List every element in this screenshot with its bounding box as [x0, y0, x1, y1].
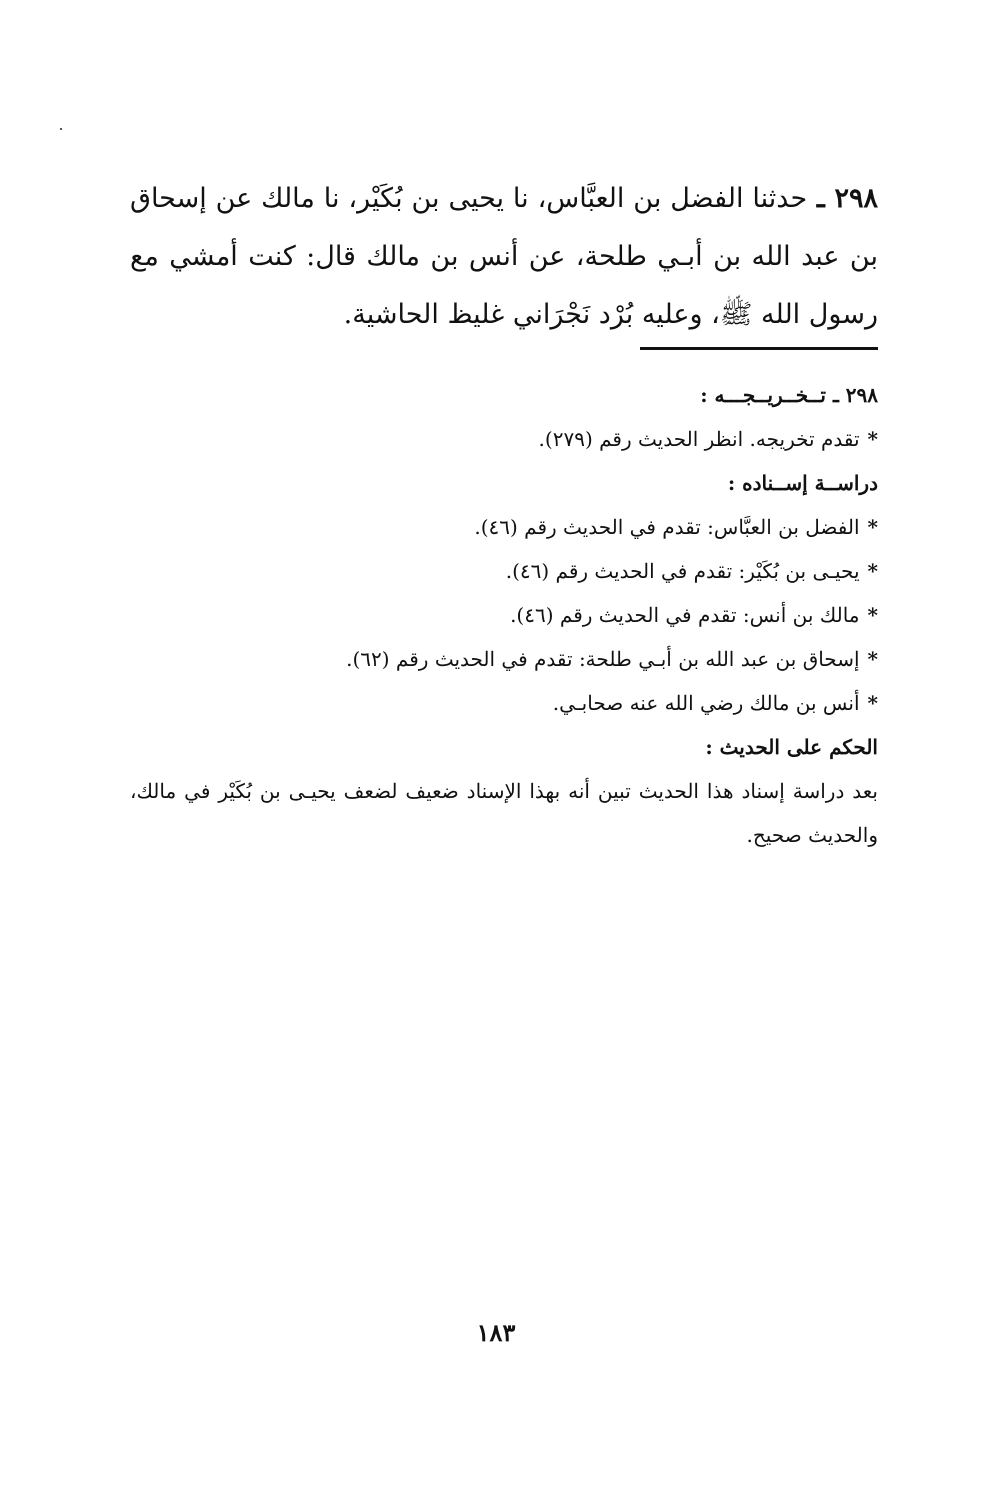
- ruling-text: بعد دراسة إسناد هذا الحديث تبين أنه بهذا الإسناد ضعيف لضعف يحيـى بن بُكَيْر في مالك، والحديث صحيح.: [130, 779, 878, 847]
- hadith-number: ٢٩٨ ـ: [816, 183, 878, 214]
- hadith-text-block: [130, 170, 878, 344]
- takhrij-heading: ٢٩٨ ـ تــخــريــجـــه :: [700, 383, 878, 407]
- isnad-item: [130, 681, 878, 725]
- footnotes-block: [130, 373, 878, 857]
- bullet-icon: *: [867, 515, 878, 539]
- takhrij-item-text: تقدم تخريجه. انظر الحديث رقم (٢٧٩).: [538, 427, 860, 451]
- scan-speck: [60, 128, 62, 130]
- takhrij-item: [130, 417, 878, 461]
- isnad-item-text: إسحاق بن عبد الله بن أبـي طلحة: تقدم في الحديث رقم (٦٢).: [346, 647, 860, 671]
- isnad-item: [130, 505, 878, 549]
- isnad-item: [130, 593, 878, 637]
- bullet-icon: *: [867, 691, 878, 715]
- bullet-icon: *: [867, 603, 878, 627]
- hadith-body: حدثنا الفضل بن العبَّاس، نا يحيى بن بُكَيْر، نا مالك عن إسحاق بن عبد الله بن أبـي طلحة، عن أنس بن مالك قال: كنت أمشي مع رسول الله ﷺ، وعليه بُرْد نَجْرَاني غليظ الحاشية.: [130, 183, 878, 330]
- page-number: ١٨٣: [476, 1318, 516, 1347]
- bullet-icon: *: [867, 559, 878, 583]
- ruling-heading: الحكم على الحديث :: [705, 735, 878, 759]
- footnote-divider: [640, 347, 878, 350]
- bullet-icon: *: [867, 647, 878, 671]
- isnad-item-text: الفضل بن العبَّاس: تقدم في الحديث رقم (٤٦).: [474, 515, 860, 539]
- isnad-item-text: مالك بن أنس: تقدم في الحديث رقم (٤٦).: [510, 603, 860, 627]
- bullet-icon: *: [867, 427, 878, 451]
- isnad-item: [130, 549, 878, 593]
- isnad-item: [130, 637, 878, 681]
- isnad-heading: دراســة إســناده :: [727, 471, 878, 495]
- isnad-item-text: أنس بن مالك رضي الله عنه صحابـي.: [552, 691, 860, 715]
- isnad-item-text: يحيـى بن بُكَيْر: تقدم في الحديث رقم (٤٦).: [505, 559, 860, 583]
